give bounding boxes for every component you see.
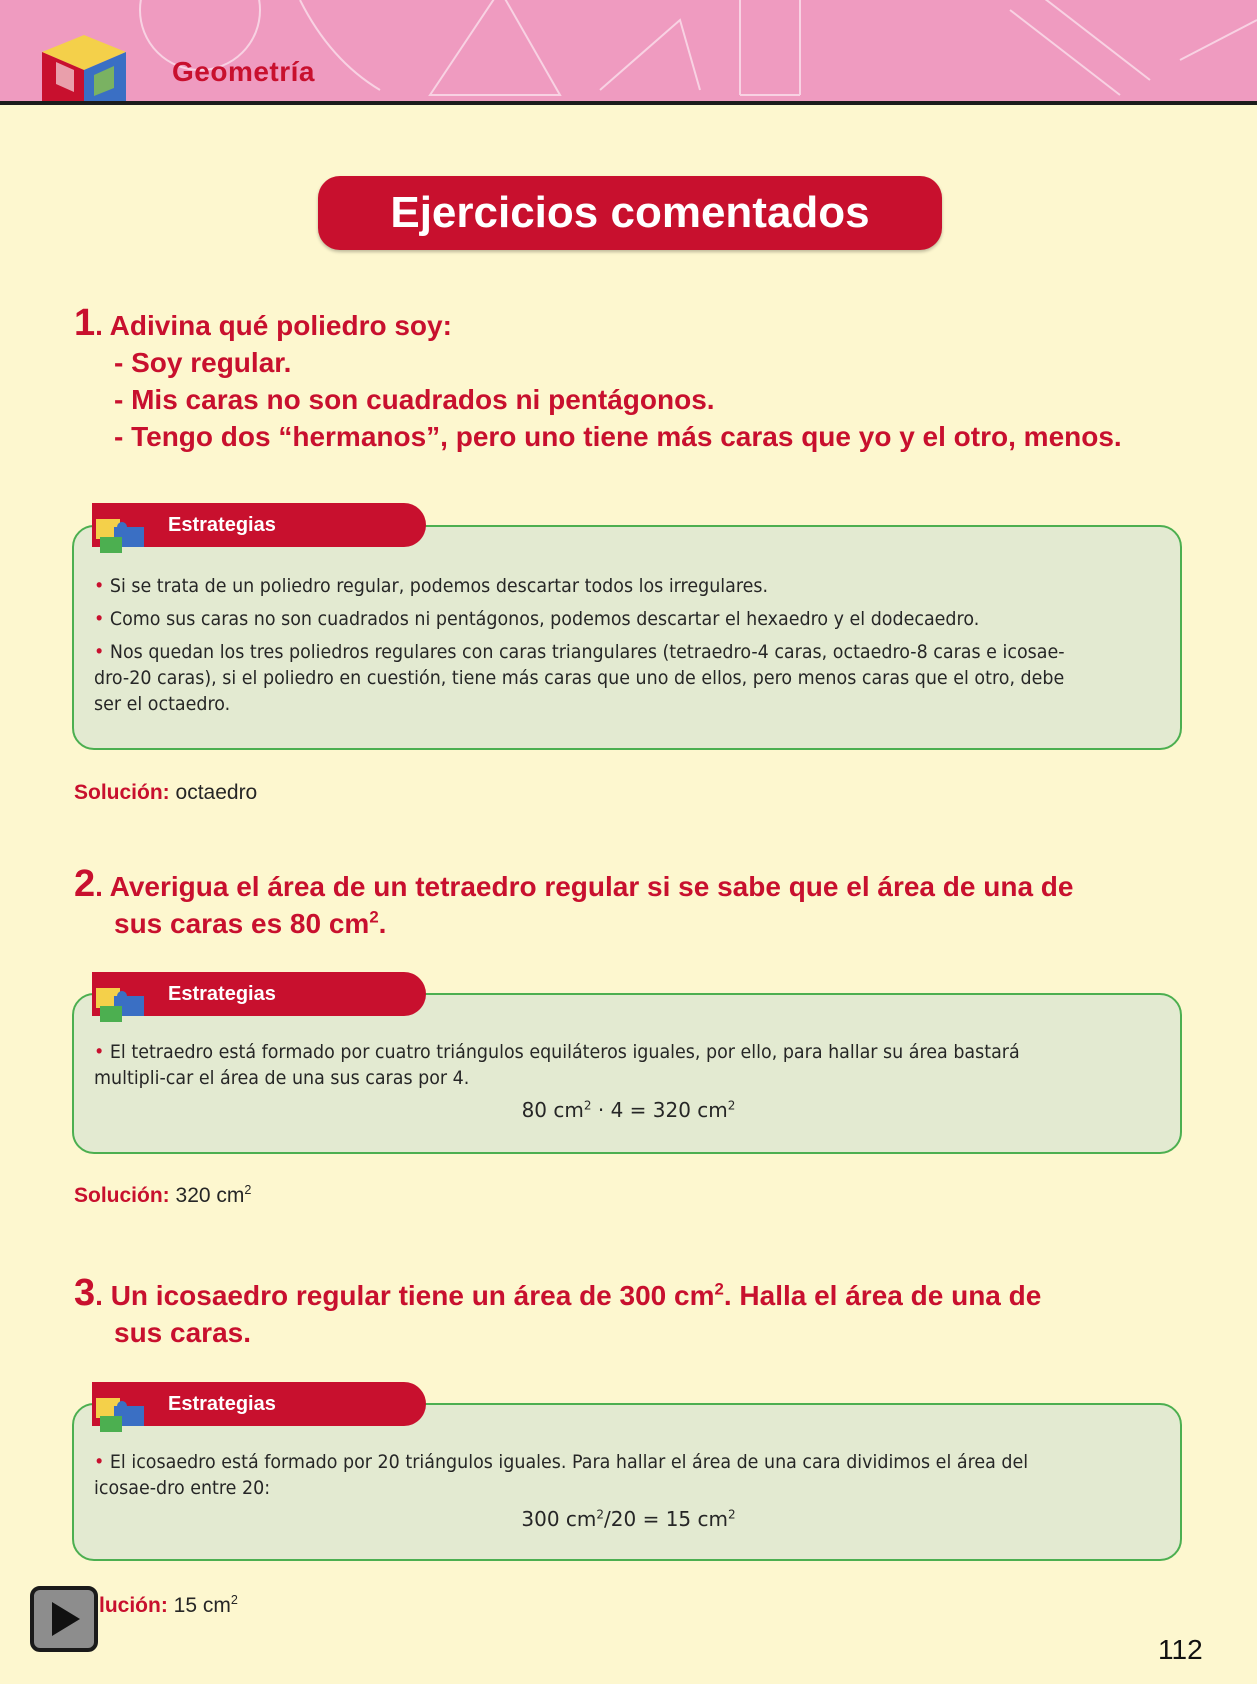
formula-3: [0, 1507, 1257, 1531]
strategy-text-2: • El tetraedro está formado por cuatro triángulos equiláteros iguales, por ello, para hallar su área bastará multipli-car el área de una sus caras por 4.: [94, 1041, 1020, 1089]
superscript: 2: [244, 1183, 252, 1197]
strategy-label: Estrategias: [168, 514, 276, 536]
strategy-item: El tetraedro está formado por cuatro triángulos equiláteros iguales, por ello, para hallar su área bastará multipli-car el área de una sus caras por 4.: [94, 1041, 1020, 1089]
superscript: 2: [230, 1593, 238, 1607]
superscript: 2: [596, 1507, 605, 1522]
formula-part: 300 cm: [521, 1507, 597, 1531]
formula-2: [0, 1098, 1257, 1122]
solution-value: 320 cm: [175, 1184, 245, 1207]
strategy-label: Estrategias: [168, 983, 276, 1005]
exercise-1-line: - Tengo dos “hermanos”, pero uno tiene más caras que yo y el otro, menos.: [114, 421, 1122, 452]
puzzle-icon: [90, 497, 162, 557]
exercise-3-question-text: . Halla el área de una de: [723, 1280, 1042, 1311]
solution-value: 15 cm: [173, 1594, 231, 1617]
exercise-3-question-text: Un icosaedro regular tiene un área de 300 cm: [110, 1280, 715, 1311]
superscript: 2: [369, 907, 379, 927]
exercise-1-number: 1: [74, 302, 96, 344]
exercise-2-question-text: sus caras es 80 cm: [114, 908, 370, 939]
play-icon: [34, 1590, 94, 1648]
superscript: 2: [583, 1098, 592, 1113]
punctuation: .: [378, 908, 387, 939]
strategy-text-1: • Si se trata de un poliedro regular, podemos descartar todos los irregulares. • Como sus caras no son cuadrados ni pentágonos, podemos descartar el hexaedro y el dodecaedro. • Nos quedan los tres poliedros regulares con caras triangulares (tetraedro-4 caras, octaedro-8 caras e icosae-dro-20 caras), si el poliedro en cuestión, tiene más caras que uno de ellos, pero menos caras que el otro, debe ser el octaedro.: [94, 575, 1065, 715]
exercise-2-number: 2: [74, 863, 96, 905]
puzzle-icon: [90, 1376, 162, 1436]
exercise-1-line: - Mis caras no son cuadrados ni pentágonos.: [114, 384, 715, 415]
strategy-label: Estrategias: [168, 1393, 276, 1415]
exercise-3-question: 3. Un icosaedro regular tiene un área de 300 $cm^2$. Halla el área de una de sus caras.: [74, 1275, 1194, 1351]
play-button[interactable]: [30, 1586, 98, 1652]
cube-icon: [34, 30, 134, 105]
section-label: Geometría: [172, 56, 315, 87]
strategy-text-3: • El icosaedro está formado por 20 triángulos iguales. Para hallar el área de una cara dividimos el área del icosae-dro entre 20:: [94, 1451, 1029, 1499]
solution-value: octaedro: [175, 781, 258, 804]
strategy-item: Si se trata de un poliedro regular, podemos descartar todos los irregulares.: [109, 575, 769, 597]
exercise-1-line: - Soy regular.: [114, 347, 292, 378]
solution-label: lución:: [99, 1594, 168, 1617]
exercise-1-question-text: Adivina qué poliedro soy:: [109, 310, 452, 341]
strategy-item: El icosaedro está formado por 20 triángulos iguales. Para hallar el área de una cara dividimos el área del icosae-dro entre 20:: [94, 1451, 1029, 1499]
superscript: 2: [727, 1507, 736, 1522]
formula-part: 80 cm: [521, 1098, 584, 1122]
strategy-tab-3: [92, 1382, 426, 1426]
strategy-tab-1: [92, 503, 426, 547]
puzzle-icon: [90, 966, 162, 1026]
superscript: 2: [727, 1098, 736, 1113]
formula-part: /20 = 15 cm: [604, 1507, 728, 1531]
superscript: 2: [714, 1279, 724, 1299]
solution-2: [74, 1184, 251, 1208]
formula-part: · 4 = 320 cm: [591, 1098, 728, 1122]
solution-label: Solución:: [74, 781, 170, 804]
page-title: Ejercicios comentados: [318, 176, 942, 250]
exercise-2-question: 2. Averigua el área de un tetraedro regular si se sabe que el área de una de sus caras es 80 $cm^2$.: [74, 863, 1074, 939]
page-header: [0, 0, 1257, 105]
solution-1: [74, 781, 257, 805]
exercise-1-question: 1. Adivina qué poliedro soy: - Soy regular. - Mis caras no son cuadrados ni pentágonos. - Tengo dos “hermanos”, pero uno tiene más caras que yo y el otro, menos.: [74, 305, 1194, 455]
strategy-tab-2: [92, 972, 426, 1016]
strategy-item: Nos quedan los tres poliedros regulares con caras triangulares (tetraedro-4 caras, octaedro-8 caras e icosae-dro-20 caras), si el poliedro en cuestión, tiene más caras que uno de ellos, pero menos caras que el otro, debe ser el octaedro.: [94, 641, 1065, 715]
exercise-2-question-text: Averigua el área de un tetraedro regular si se sabe que el área de una de: [109, 871, 1074, 902]
strategy-item: Como sus caras no son cuadrados ni pentágonos, podemos descartar el hexaedro y el dodecaedro.: [109, 608, 980, 630]
exercise-3-question-text: sus caras.: [114, 1317, 251, 1348]
page-number: 112: [1158, 1634, 1203, 1665]
solution-label: Solución:: [74, 1184, 170, 1207]
solution-3: [99, 1594, 238, 1618]
exercise-3-number: 3: [74, 1272, 96, 1314]
